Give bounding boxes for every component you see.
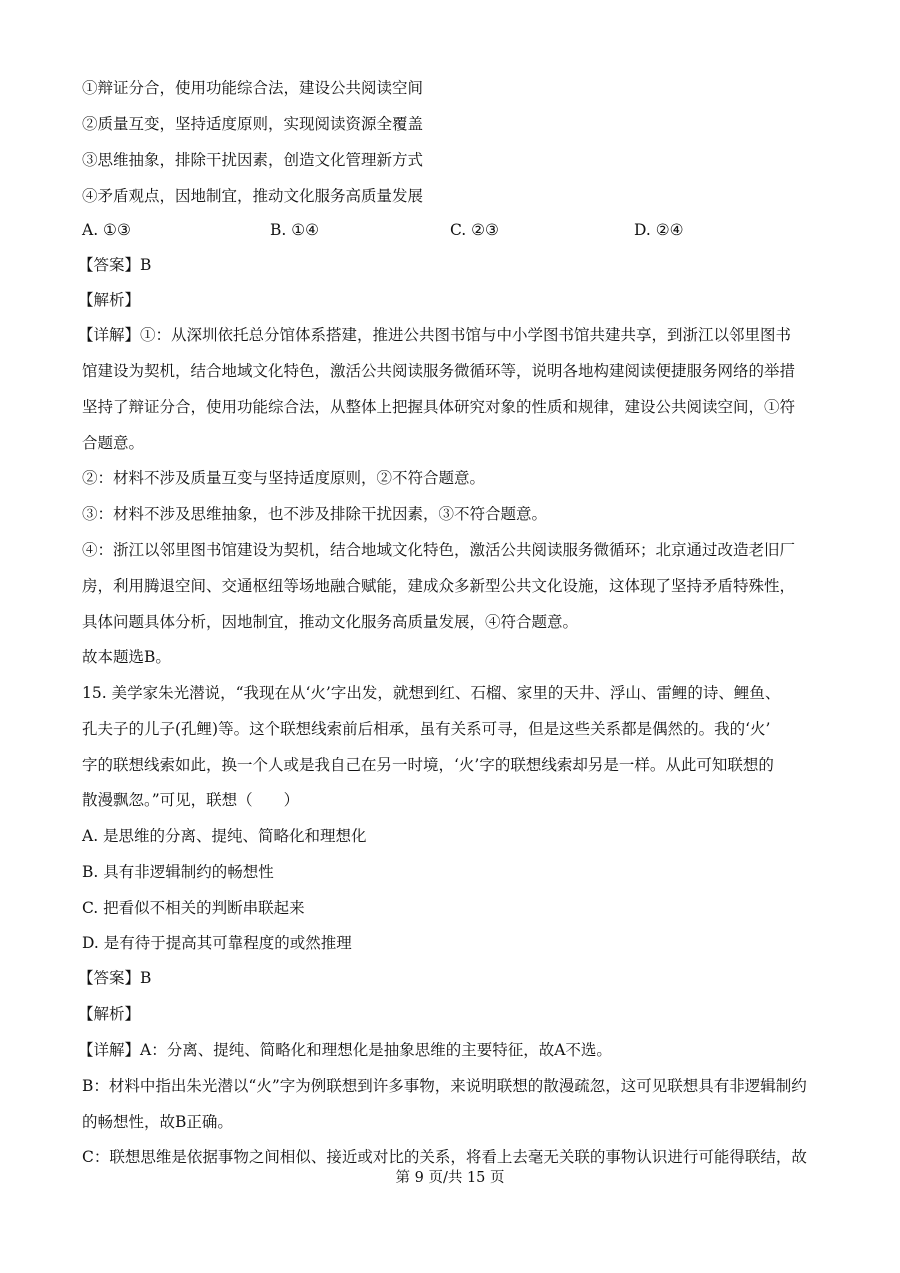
question-line: 孔夫子的儿子(孔鲤)等。这个联想线索前后相承，虽有关系可寻，但是这些关系都是偶然的。我的‘火’ xyxy=(82,720,771,738)
option-d: D. ②④ xyxy=(634,221,684,239)
detail-line: 具体问题具体分析，因地制宜，推动文化服务高质量发展，④符合题意。 xyxy=(82,613,579,631)
option-c: C. 把看似不相关的判断串联起来 xyxy=(82,899,305,917)
detail-line: 坚持了辩证分合，使用功能综合法，从整体上把握具体研究对象的性质和规律，建设公共阅读空间，①符 xyxy=(82,398,796,416)
detail-line: B：材料中指出朱光潜以“火”字为例联想到许多事物，来说明联想的散漫疏忽，这可见联想具有非逻辑制约 xyxy=(82,1077,807,1095)
detail-line: 【详解】A：分离、提纯、简略化和理想化是抽象思维的主要特征，故A不选。 xyxy=(78,1041,612,1059)
detail-line: 房，利用腾退空间、交通枢纽等场地融合赋能，建成众多新型公共文化设施，这体现了坚持矛盾特殊性， xyxy=(82,577,796,595)
detail-line: C：联想思维是依据事物之间相似、接近或对比的关系，将看上去毫无关联的事物认识进行可能得联结，故 xyxy=(82,1148,807,1166)
option-d: D. 是有待于提高其可靠程度的或然推理 xyxy=(82,934,352,952)
question-15: 15. 美学家朱光潜说，“我现在从‘火’字出发，就想到红、石榴、家里的天井、浮山、雷鲤的诗、鲤鱼、 xyxy=(82,684,781,702)
option-a: A. 是思维的分离、提纯、简略化和理想化 xyxy=(82,827,367,845)
answer-q14: 【答案】B xyxy=(78,256,152,274)
analysis-heading-q14: 【解析】 xyxy=(78,291,141,309)
page-footer: 第 9 页/共 15 页 xyxy=(395,1170,505,1186)
analysis-heading-q15: 【解析】 xyxy=(78,1005,141,1023)
question-line: 字的联想线索如此，换一个人或是我自己在另一时境，‘火’字的联想线索却另是一样。从此可知联想的 xyxy=(82,756,774,774)
detail-line: 【详解】①：从深圳依托总分馆体系搭建，推进公共图书馆与中小学图书馆共建共享，到浙江以邻里图书 xyxy=(78,326,792,344)
option-a: A. ①③ xyxy=(82,221,131,239)
conclusion-line: 故本题选B。 xyxy=(82,648,171,666)
detail-line: 馆建设为契机，结合地域文化特色，激活公共阅读服务微循环等，说明各地构建阅读便捷服务网络的举措 xyxy=(82,362,796,380)
detail-line: ③：材料不涉及思维抽象，也不涉及排除干扰因素，③不符合题意。 xyxy=(82,505,548,523)
detail-line: 的畅想性，故B正确。 xyxy=(82,1113,233,1131)
detail-line: 合题意。 xyxy=(82,434,145,452)
question-line: 散漫飘忽。”可见，联想（ ） xyxy=(82,791,300,809)
answer-q15: 【答案】B xyxy=(78,969,152,987)
statement-3: ③思维抽象，排除干扰因素，创造文化管理新方式 xyxy=(82,151,424,169)
statement-1: ①辩证分合，使用功能综合法，建设公共阅读空间 xyxy=(82,79,424,97)
statement-4: ④矛盾观点，因地制宜，推动文化服务高质量发展 xyxy=(82,187,424,205)
detail-line: ②：材料不涉及质量互变与坚持适度原则，②不符合题意。 xyxy=(82,469,486,487)
detail-line: ④：浙江以邻里图书馆建设为契机，结合地域文化特色，激活公共阅读服务微循环；北京通过改造老旧厂 xyxy=(82,541,796,559)
statement-2: ②质量互变，坚持适度原则，实现阅读资源全覆盖 xyxy=(82,115,424,133)
option-b: B. ①④ xyxy=(270,221,320,239)
option-b: B. 具有非逻辑制约的畅想性 xyxy=(82,863,274,881)
option-c: C. ②③ xyxy=(450,221,499,239)
